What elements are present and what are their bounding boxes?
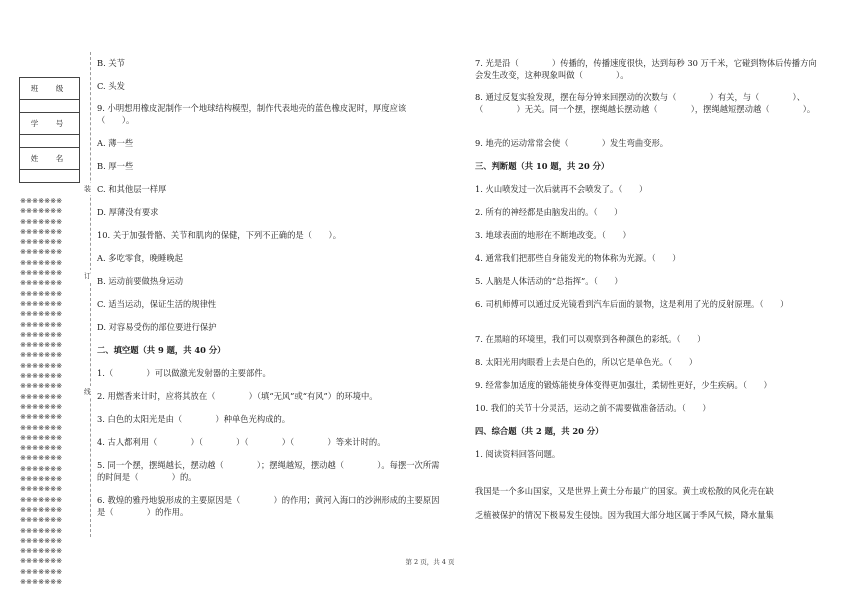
question-item: 4. 通常我们把那些自身能发光的物体称为光源。（ ） [475, 253, 681, 263]
name-label: 姓 名 [20, 148, 80, 170]
question-item: 3. 白色的太阳光是由（ ）种单色光构成的。 [97, 414, 291, 424]
question-item: 5. 同一个摆，摆绳越长，摆动越（ ）；摆绳越短，摆动越（ ）。每摆一次所需的时间是（ ）的。 [97, 460, 440, 482]
question-item: 10. 关于加强骨骼、关节和肌肉的保健，下列不正确的是（ ）。 [97, 230, 341, 240]
question-item: 9. 小明想用橡皮泥制作一个地球结构模型，制作代表地壳的蓝色橡皮泥时，厚度应该（ ）。 [97, 103, 407, 125]
section-heading: 二、填空题（共 9 题，共 40 分） [97, 345, 226, 355]
student-id-label: 学 号 [20, 113, 80, 135]
question-item: 8. 通过反复实验发现，摆在每分钟来回摆动的次数与（ ）有关，与（ ）、（ ）无关。同一个摆，摆绳越长摆动越（ ），摆绳越短摆动越（ ）。 [475, 92, 816, 114]
question-item: 6. 教煌的雅丹地貌形成的主要原因是（ ）的作用；黄河入海口的沙洲形成的主要原因是（ ）的作用。 [97, 495, 440, 517]
section-heading: 四、综合题（共 2 题，共 20 分） [475, 426, 604, 436]
name-field[interactable] [20, 170, 80, 183]
question-item: 6. 司机师傅可以通过反光镜看到汽车后面的景物，这是利用了光的反射原理。（ ） [475, 299, 789, 309]
class-label: 班 级 [20, 78, 80, 100]
question-item: 2. 所有的神经都是由脑发出的。（ ） [475, 207, 623, 217]
question-item: D. 厚薄没有要求 [97, 207, 159, 217]
question-item: 2. 用燃香来计时，应将其放在（ ）（填“无风”或“有风”）的环境中。 [97, 391, 378, 401]
binding-dashed-line [90, 52, 91, 537]
question-item: 8. 太阳光用肉眼看上去是白色的，所以它是单色光。（ ） [475, 357, 698, 367]
student-info-table [19, 77, 80, 183]
page-number: 第 2 页，共 4 页 [405, 558, 455, 566]
decorative-star-border: ※※※※※※※ ※※※※※※※ ※※※※※※※ ※※※※※※※ ※※※※※※※ ※※※※※※※ ※※※※※※※ ※※※※※※※ ※※※※※※※ ※※※※※※※ ※※※※※※※ ※※※※※※※ ※※※※※※※ ※※※※※※※ ※※※※※※※ ※※※※※※※ ※※※※※※※ ※※※※※※※ ※※※※※※※ ※※※※※※※ ※※※※※※※ ※※※※※※※ ※※※※※※※ ※※※※※※※ ※※※※※※※ ※※※※※※※ ※※※※※※※ ※※※※※※※ ※※※※※※※ ※※※※※※※ ※※※※※※※ ※※※※※※※ ※※※※※※※ ※※※※※※※ ※※※※※※※ ※※※※※※※ ※※※※※※※ ※※※※※※※ [20, 196, 63, 586]
question-item: 1.（ ）可以做激光发射器的主要部件。 [97, 368, 271, 378]
question-item: 1. 火山喷发过一次后就再不会喷发了。（ ） [475, 184, 648, 194]
reading-passage-line: 我国是一个多山国家，又是世界上黄土分布最广的国家。黄土或松散的风化壳在缺 [475, 486, 774, 496]
section-heading: 三、判断题（共 10 题，共 20 分） [475, 161, 610, 171]
binding-char-xian: 线 [84, 388, 91, 396]
question-item: B. 厚一些 [97, 161, 134, 171]
question-item: D. 对容易受伤的部位要进行保护 [97, 322, 217, 332]
question-item: C. 头发 [97, 81, 125, 91]
question-item: 7. 光是沿（ ）传播的，传播速度很快，达到每秒 30 万千米，它碰到物体后传播方向会发生改变，这种现象叫做（ ）。 [475, 58, 817, 80]
binding-char-zhuang: 装 [84, 185, 91, 193]
question-item: 7. 在黑暗的环境里，我们可以观察到各种颜色的彩纸。（ ） [475, 334, 706, 344]
student-id-field[interactable] [20, 135, 80, 148]
question-item: A. 多吃零食，晚睡晚起 [97, 253, 183, 263]
question-item: B. 关节 [97, 58, 125, 68]
question-item: C. 适当运动，保证生活的规律性 [97, 299, 217, 309]
reading-passage-line: 乏植被保护的情况下极易发生侵蚀。因为我国大部分地区属于季风气候，降水量集 [475, 510, 774, 520]
question-item: 1. 阅读资料回答问题。 [475, 449, 561, 459]
question-item: 9. 地壳的运动常常会使（ ）发生弯曲变形。 [475, 138, 669, 148]
class-field[interactable] [20, 100, 80, 113]
question-item: A. 薄一些 [97, 138, 134, 148]
question-item: 10. 我们的关节十分灵活，运动之前不需要做准备活动。（ ） [475, 403, 711, 413]
question-item: 4. 古人都利用（ ）（ ）（ ）（ ）等来计时的。 [97, 437, 386, 447]
question-item: 3. 地球表面的地形在不断地改变。（ ） [475, 230, 631, 240]
question-item: C. 和其他层一样厚 [97, 184, 167, 194]
binding-char-ding: 订 [84, 272, 91, 280]
question-item: 5. 人脑是人体活动的“总指挥”。（ ） [475, 276, 623, 286]
question-item: B. 运动前要做热身运动 [97, 276, 184, 286]
question-item: 9. 经常参加适度的锻炼能使身体变得更加强壮，柔韧性更好，少生疾病。（ ） [475, 380, 772, 390]
